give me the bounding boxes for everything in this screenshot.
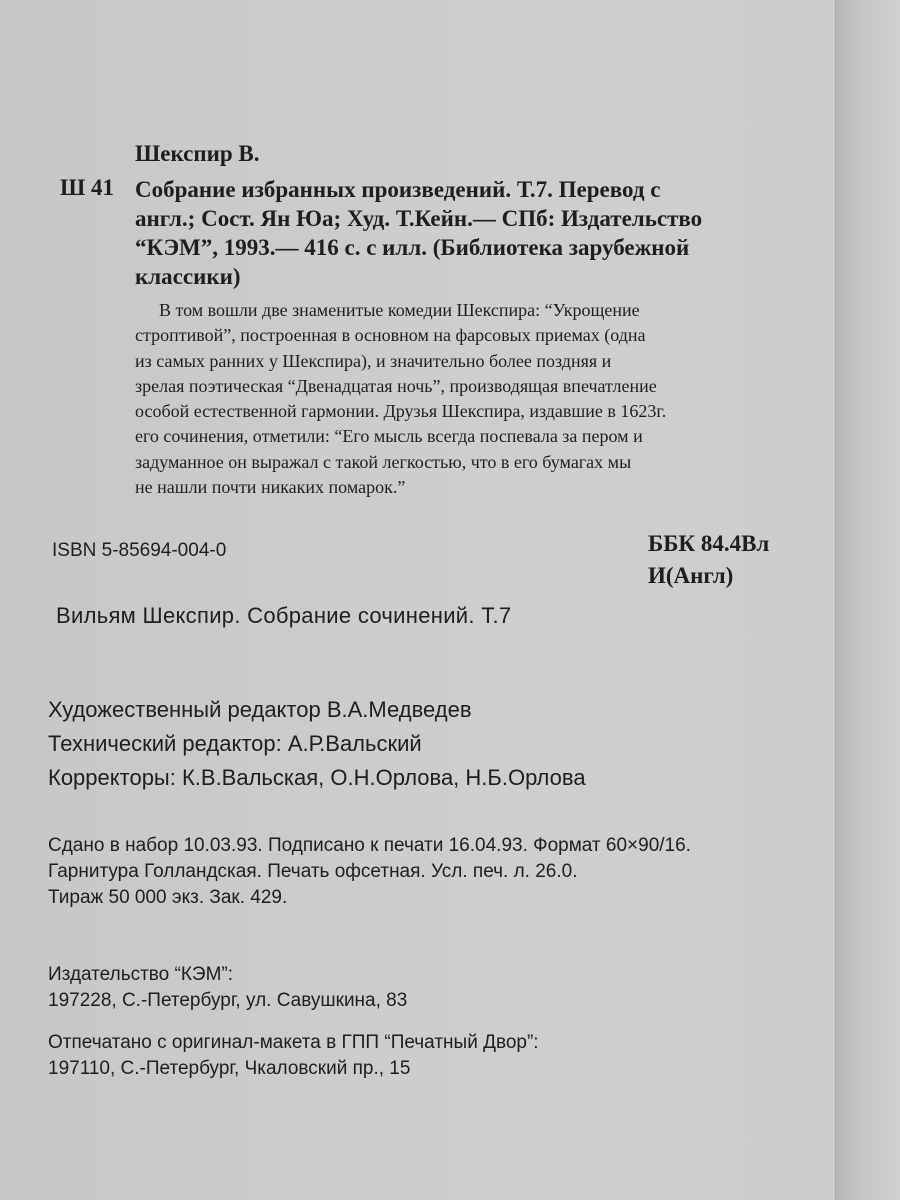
credit-line: Технический редактор: А.Р.Вальский: [48, 731, 422, 756]
credit-line: Корректоры: К.В.Вальская, О.Н.Орлова, Н.Б.Орлова: [48, 765, 586, 790]
print-info-line: Гарнитура Голландская. Печать офсетная. Усл. печ. л. 26.0.: [48, 861, 578, 882]
printer-line: Отпечатано с оригинал-макета в ГПП “Печатный Двор”:: [48, 1032, 539, 1053]
catalog-code: Ш 41: [60, 175, 115, 200]
bibliographic-line: классики): [135, 264, 241, 289]
bibliographic-description: [135, 175, 702, 291]
bbk-index: [648, 528, 769, 592]
credits: [48, 693, 586, 795]
author-heading: Шекспир В.: [135, 141, 260, 166]
bbk-line: И(Англ): [648, 563, 734, 588]
bbk-line: ББК 84.4Вл: [648, 531, 770, 556]
series-title: Вильям Шекспир. Собрание сочинений. Т.7: [56, 603, 512, 628]
annotation-line: не нашли почти никаких помарок.”: [135, 477, 406, 498]
publisher-line: 197228, С.-Петербург, ул. Савушкина, 83: [48, 990, 408, 1011]
isbn: ISBN 5-85694-004-0: [52, 540, 227, 561]
bibliographic-line: “КЭМ”, 1993.— 416 с. с илл. (Библиотека зарубежной: [135, 235, 690, 260]
publisher-info: [48, 962, 407, 1014]
annotation-line: его сочинения, отметили: “Его мысль всегда поспевала за пером и: [135, 426, 643, 447]
printer-info: [48, 1030, 539, 1082]
annotation-line: зрелая поэтическая “Двенадцатая ночь”, производящая впечатление: [135, 375, 657, 396]
annotation-line: строптивой”, построенная в основном на фарсовых приемах (одна: [135, 325, 646, 346]
publisher-line: Издательство “КЭМ”:: [48, 964, 234, 985]
bibliographic-line: Собрание избранных произведений. Т.7. Перевод с: [135, 177, 661, 202]
annotation: [135, 298, 666, 500]
print-info-line: Тираж 50 000 экз. Зак. 429.: [48, 887, 288, 908]
bibliographic-line: англ.; Сост. Ян Юа; Худ. Т.Кейн.— СПб: Издательство: [135, 206, 703, 231]
page-edge: [835, 0, 900, 1200]
credit-line: Художественный редактор В.А.Медведев: [48, 697, 472, 722]
printer-line: 197110, С.-Петербург, Чкаловский пр., 15: [48, 1058, 411, 1079]
annotation-line: из самых ранних у Шекспира), и значительно более поздняя и: [135, 350, 612, 371]
annotation-line: особой естественной гармонии. Друзья Шекспира, издавшие в 1623г.: [135, 401, 667, 422]
annotation-line: задуманное он выражал с такой легкостью, что в его бумагах мы: [135, 451, 632, 472]
annotation-line: В том вошли две знаменитые комедии Шекспира: “Укрощение: [159, 300, 640, 320]
print-info-line: Сдано в набор 10.03.93. Подписано к печати 16.04.93. Формат 60×90/16.: [48, 835, 691, 856]
print-info: [48, 833, 691, 911]
